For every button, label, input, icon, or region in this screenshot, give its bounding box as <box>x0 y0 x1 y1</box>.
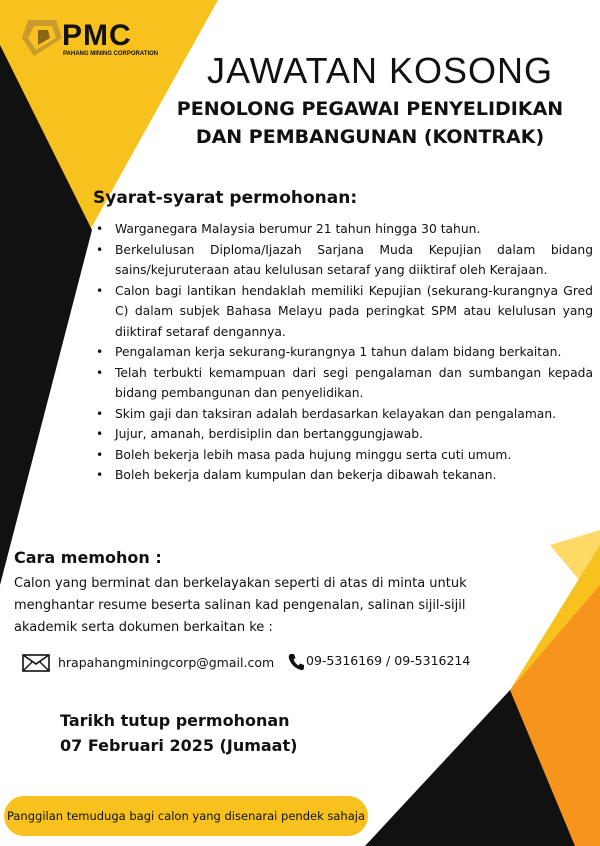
closing-date-label: Tarikh tutup permohonan <box>60 711 290 730</box>
requirement-item: • Pengalaman kerja sekurang-kurangnya 1 tahun dalam bidang berkaitan. <box>115 342 593 363</box>
requirement-item: • Boleh bekerja lebih masa pada hujung minggu serta cuti umum. <box>115 445 593 466</box>
apply-heading: Cara memohon : <box>14 548 162 567</box>
requirement-item: • Boleh bekerja dalam kumpulan dan bekerja dibawah tekanan. <box>115 465 593 486</box>
job-title-line-1: PENOLONG PEGAWAI PENYELIDIKAN <box>176 98 564 120</box>
requirement-item: • Telah terbukti kemampuan dari segi pengalaman dan sumbangan kepada bidang pembangunan dan penyelidikan. <box>115 363 593 404</box>
phone-icon <box>288 653 304 671</box>
job-title-line-2: DAN PEMBANGUNAN (KONTRAK) <box>195 126 545 148</box>
requirement-item: • Jujur, amanah, berdisiplin dan bertanggungjawab. <box>115 424 593 445</box>
job-title <box>150 95 590 151</box>
email-icon <box>22 654 50 672</box>
apply-instructions: Calon yang berminat dan berkelayakan seperti di atas di minta untuk menghantar resume beserta salinan kad pengenalan, salinan sijil-sijil akademik serta dokumen berkaitan ke : <box>14 576 467 635</box>
interview-note-badge: Panggilan temuduga bagi calon yang disenarai pendek sahaja <box>4 796 368 836</box>
requirement-item: • Berkelulusan Diploma/Ijazah Sarjana Muda Kepujian dalam bidang sains/kejuruteraan atau kelulusan setaraf yang diiktiraf oleh Kerajaan. <box>115 240 593 281</box>
contact-phone[interactable]: 09-5316169 / 09-5316214 <box>306 653 471 668</box>
requirements-heading: Syarat-syarat permohonan: <box>93 188 358 208</box>
logo-subtext: PAHANG MINING CORPORATION <box>63 51 159 57</box>
requirement-item: • Skim gaji dan taksiran adalah berdasarkan kelayakan dan pengalaman. <box>115 404 593 425</box>
closing-date <box>60 708 297 758</box>
requirements-list <box>95 219 593 486</box>
closing-date-value: 07 Februari 2025 (Jumaat) <box>60 736 298 755</box>
contact-email-link[interactable]: hrapahangminingcorp@gmail.com <box>58 655 275 670</box>
pmc-logo-mark-icon <box>22 18 62 58</box>
requirement-item: • Warganegara Malaysia berumur 21 tahun hingga 30 tahun. <box>115 219 593 240</box>
requirement-item: • Calon bagi lantikan hendaklah memiliki Kepujian (sekurang-kurangnya Gred C) dalam subjek Bahasa Melayu pada peringkat SPM atau kelulusan yang diiktiraf setaraf dengannya. <box>115 281 593 343</box>
logo-name: PMC <box>62 19 132 52</box>
contact-row <box>20 651 480 675</box>
page-title: JAWATAN KOSONG <box>206 50 553 91</box>
